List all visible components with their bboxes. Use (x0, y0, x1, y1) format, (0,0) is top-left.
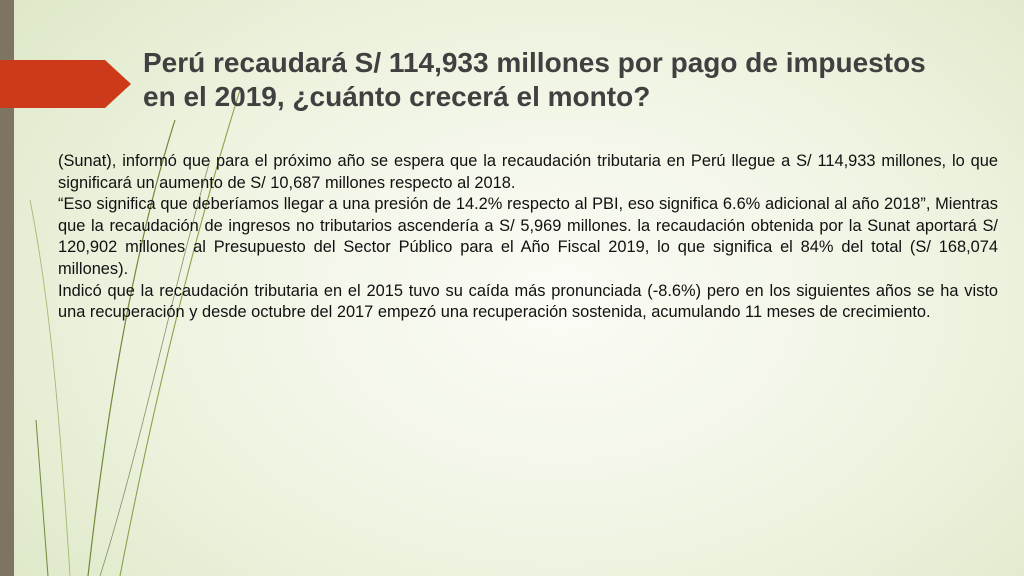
paragraph-presion: “Eso significa que deberíamos llegar a una presión de 14.2% respecto al PBI, eso significa 6.6% adicional al año 2018”, Mientras que la recaudación de ingresos no tributarios ascendería a S/ 5,969 millones. la recaudación obtenida por la Sunat aportará S/ 120,902 millones al Presupuesto del Sector Público para el Año Fiscal 2019, lo que significa el 84% del total (S/ 168,074 millones). (58, 195, 998, 278)
paragraph-recuperacion: Indicó que la recaudación tributaria en el 2015 tuvo su caída más pronunciada (-8.6%) pero en los siguientes años se ha visto una recuperación y desde octubre del 2017 empezó una recuperación sostenida, acumulando 11 meses de crecimiento. (58, 281, 998, 322)
slide-body (58, 151, 998, 324)
title-arrow-shape (0, 0, 150, 140)
slide-title: Perú recaudará S/ 114,933 millones por pago de impuestos en el 2019, ¿cuánto crecerá el monto? (143, 47, 926, 112)
paragraph-sunat: (Sunat), informó que para el próximo año se espera que la recaudación tributaria en Perú llegue a S/ 114,933 millones, lo que significará un aumento de S/ 10,687 millones respecto al 2018. (58, 152, 998, 192)
